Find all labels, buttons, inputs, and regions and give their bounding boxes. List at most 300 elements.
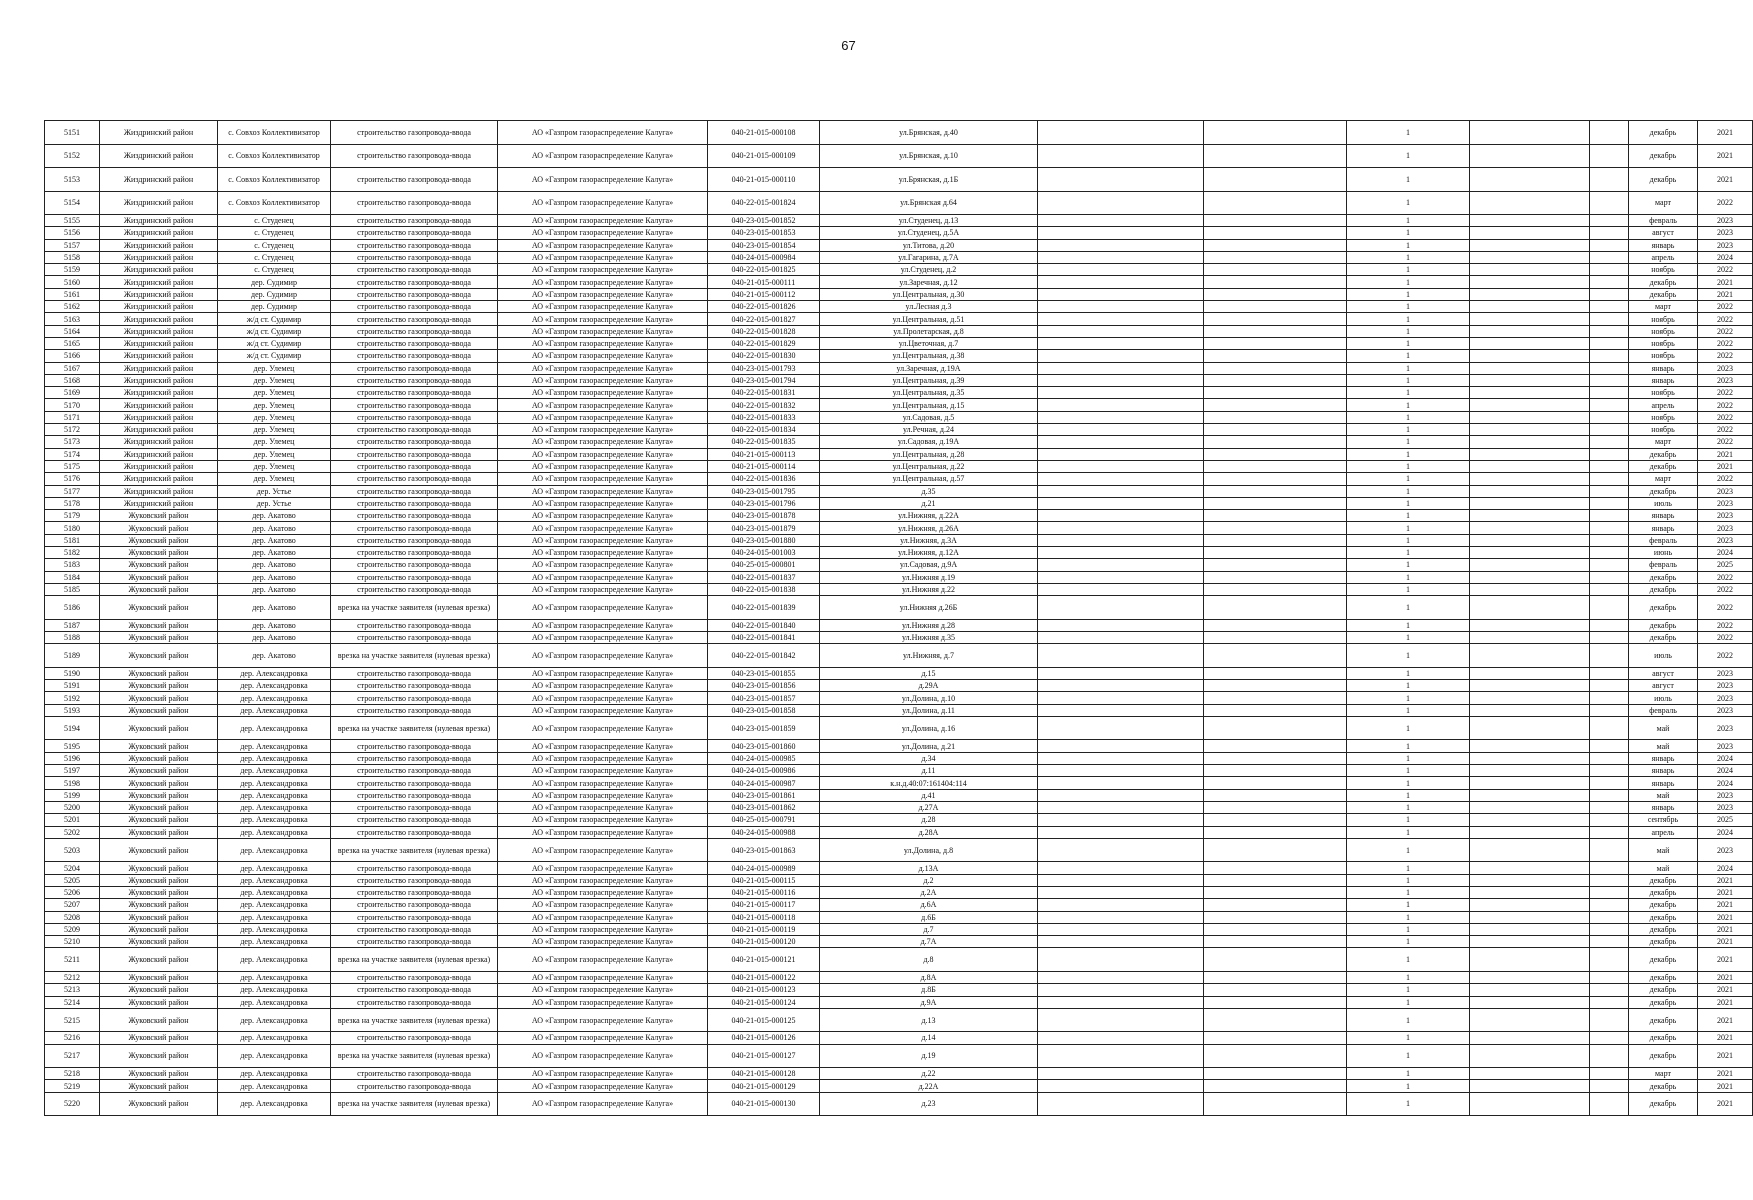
row-number-cell: 5167 xyxy=(45,362,100,374)
locality-cell: дер. Александровка xyxy=(218,936,331,948)
quantity-cell: 1 xyxy=(1347,667,1470,679)
district-cell: Жиздринский район xyxy=(100,424,218,436)
application-number-cell: 040-23-015-001880 xyxy=(708,534,820,546)
district-cell: Жуковский район xyxy=(100,923,218,935)
month-cell: май xyxy=(1629,789,1698,801)
district-cell: Жиздринский район xyxy=(100,399,218,411)
locality-cell: дер. Судимир xyxy=(218,276,331,288)
empty-cell-cell xyxy=(1470,777,1590,789)
empty-cell-cell xyxy=(1590,121,1629,145)
row-number-cell: 5176 xyxy=(45,473,100,485)
organization-cell: АО «Газпром газораспределение Калуга» xyxy=(498,1032,708,1044)
empty-cell-cell xyxy=(1204,522,1347,534)
application-number-cell: 040-21-015-000115 xyxy=(708,874,820,886)
table-row xyxy=(45,704,1753,716)
year-cell: 2023 xyxy=(1698,667,1753,679)
year-cell: 2021 xyxy=(1698,911,1753,923)
locality-cell: дер. Александровка xyxy=(218,899,331,911)
work-type-cell: врезка на участке заявителя (нулевая врезка) xyxy=(331,838,498,862)
empty-cell-cell xyxy=(1470,534,1590,546)
row-number-cell: 5191 xyxy=(45,680,100,692)
empty-cell-cell xyxy=(1590,1080,1629,1092)
row-number-cell: 5178 xyxy=(45,497,100,509)
empty-cell-cell xyxy=(1038,448,1204,460)
quantity-cell: 1 xyxy=(1347,411,1470,423)
row-number-cell: 5172 xyxy=(45,424,100,436)
work-type-cell: строительство газопровода-ввода xyxy=(331,522,498,534)
empty-cell-cell xyxy=(1470,752,1590,764)
table-row xyxy=(45,996,1753,1008)
organization-cell: АО «Газпром газораспределение Калуга» xyxy=(498,1008,708,1032)
empty-cell-cell xyxy=(1470,667,1590,679)
year-cell: 2021 xyxy=(1698,288,1753,300)
empty-cell-cell xyxy=(1204,571,1347,583)
organization-cell: АО «Газпром газораспределение Калуга» xyxy=(498,740,708,752)
quantity-cell: 1 xyxy=(1347,874,1470,886)
table-row xyxy=(45,547,1753,559)
empty-cell-cell xyxy=(1038,886,1204,898)
empty-cell-cell xyxy=(1470,740,1590,752)
empty-cell-cell xyxy=(1470,144,1590,168)
month-cell: декабрь xyxy=(1629,168,1698,192)
empty-cell-cell xyxy=(1038,313,1204,325)
empty-cell-cell xyxy=(1470,886,1590,898)
application-number-cell: 040-21-015-000130 xyxy=(708,1092,820,1116)
organization-cell: АО «Газпром газораспределение Калуга» xyxy=(498,971,708,983)
table-row xyxy=(45,448,1753,460)
empty-cell-cell xyxy=(1470,215,1590,227)
empty-cell-cell xyxy=(1470,1092,1590,1116)
district-cell: Жуковский район xyxy=(100,522,218,534)
locality-cell: дер. Александровка xyxy=(218,911,331,923)
table-row xyxy=(45,337,1753,349)
empty-cell-cell xyxy=(1590,814,1629,826)
row-number-cell: 5165 xyxy=(45,337,100,349)
address-cell: ул.Центральная, д.22 xyxy=(820,460,1038,472)
organization-cell: АО «Газпром газораспределение Калуга» xyxy=(498,313,708,325)
application-number-cell: 040-22-015-001829 xyxy=(708,337,820,349)
work-type-cell: строительство газопровода-ввода xyxy=(331,191,498,215)
empty-cell-cell xyxy=(1590,765,1629,777)
empty-cell-cell xyxy=(1470,838,1590,862)
district-cell: Жуковский район xyxy=(100,1068,218,1080)
work-type-cell: строительство газопровода-ввода xyxy=(331,752,498,764)
quantity-cell: 1 xyxy=(1347,239,1470,251)
empty-cell-cell xyxy=(1204,1092,1347,1116)
locality-cell: дер. Улемец xyxy=(218,387,331,399)
row-number-cell: 5194 xyxy=(45,716,100,740)
work-type-cell: строительство газопровода-ввода xyxy=(331,619,498,631)
year-cell: 2025 xyxy=(1698,814,1753,826)
work-type-cell: строительство газопровода-ввода xyxy=(331,424,498,436)
application-number-cell: 040-21-015-000112 xyxy=(708,288,820,300)
year-cell: 2023 xyxy=(1698,522,1753,534)
year-cell: 2022 xyxy=(1698,264,1753,276)
empty-cell-cell xyxy=(1590,374,1629,386)
locality-cell: дер. Александровка xyxy=(218,886,331,898)
locality-cell: дер. Александровка xyxy=(218,814,331,826)
row-number-cell: 5195 xyxy=(45,740,100,752)
empty-cell-cell xyxy=(1470,596,1590,620)
locality-cell: дер. Александровка xyxy=(218,948,331,972)
empty-cell-cell xyxy=(1038,814,1204,826)
application-number-cell: 040-22-015-001828 xyxy=(708,325,820,337)
application-number-cell: 040-25-015-000791 xyxy=(708,814,820,826)
empty-cell-cell xyxy=(1204,276,1347,288)
locality-cell: дер. Улемец xyxy=(218,374,331,386)
quantity-cell: 1 xyxy=(1347,716,1470,740)
year-cell: 2024 xyxy=(1698,765,1753,777)
empty-cell-cell xyxy=(1204,239,1347,251)
organization-cell: АО «Газпром газораспределение Калуга» xyxy=(498,862,708,874)
application-number-cell: 040-21-015-000117 xyxy=(708,899,820,911)
application-number-cell: 040-24-015-000989 xyxy=(708,862,820,874)
empty-cell-cell xyxy=(1204,1032,1347,1044)
quantity-cell: 1 xyxy=(1347,752,1470,764)
work-type-cell: врезка на участке заявителя (нулевая врезка) xyxy=(331,596,498,620)
row-number-cell: 5151 xyxy=(45,121,100,145)
empty-cell-cell xyxy=(1038,1092,1204,1116)
year-cell: 2024 xyxy=(1698,251,1753,263)
district-cell: Жуковский район xyxy=(100,1032,218,1044)
address-cell: д.28 xyxy=(820,814,1038,826)
month-cell: апрель xyxy=(1629,251,1698,263)
empty-cell-cell xyxy=(1590,911,1629,923)
district-cell: Жиздринский район xyxy=(100,436,218,448)
application-number-cell: 040-24-015-000987 xyxy=(708,777,820,789)
month-cell: май xyxy=(1629,838,1698,862)
locality-cell: дер. Акатово xyxy=(218,644,331,668)
row-number-cell: 5216 xyxy=(45,1032,100,1044)
table-row xyxy=(45,522,1753,534)
district-cell: Жуковский район xyxy=(100,814,218,826)
organization-cell: АО «Газпром газораспределение Калуга» xyxy=(498,473,708,485)
quantity-cell: 1 xyxy=(1347,264,1470,276)
year-cell: 2021 xyxy=(1698,886,1753,898)
work-type-cell: строительство газопровода-ввода xyxy=(331,374,498,386)
empty-cell-cell xyxy=(1204,704,1347,716)
address-cell: д.22А xyxy=(820,1080,1038,1092)
address-cell: ул.Долина, д.16 xyxy=(820,716,1038,740)
month-cell: декабрь xyxy=(1629,460,1698,472)
organization-cell: АО «Газпром газораспределение Калуга» xyxy=(498,485,708,497)
empty-cell-cell xyxy=(1470,619,1590,631)
empty-cell-cell xyxy=(1204,497,1347,509)
row-number-cell: 5192 xyxy=(45,692,100,704)
work-type-cell: строительство газопровода-ввода xyxy=(331,801,498,813)
empty-cell-cell xyxy=(1204,619,1347,631)
address-cell: д.7А xyxy=(820,936,1038,948)
work-type-cell: строительство газопровода-ввода xyxy=(331,874,498,886)
empty-cell-cell xyxy=(1038,596,1204,620)
month-cell: январь xyxy=(1629,777,1698,789)
work-type-cell: строительство газопровода-ввода xyxy=(331,984,498,996)
empty-cell-cell xyxy=(1038,374,1204,386)
organization-cell: АО «Газпром газораспределение Калуга» xyxy=(498,387,708,399)
locality-cell: с. Студенец xyxy=(218,227,331,239)
address-cell: д.19 xyxy=(820,1044,1038,1068)
row-number-cell: 5204 xyxy=(45,862,100,874)
district-cell: Жуковский район xyxy=(100,1092,218,1116)
row-number-cell: 5198 xyxy=(45,777,100,789)
month-cell: декабрь xyxy=(1629,583,1698,595)
organization-cell: АО «Газпром газораспределение Калуга» xyxy=(498,276,708,288)
quantity-cell: 1 xyxy=(1347,436,1470,448)
quantity-cell: 1 xyxy=(1347,168,1470,192)
work-type-cell: строительство газопровода-ввода xyxy=(331,899,498,911)
application-number-cell: 040-24-015-000986 xyxy=(708,765,820,777)
application-number-cell: 040-21-015-000109 xyxy=(708,144,820,168)
empty-cell-cell xyxy=(1470,899,1590,911)
organization-cell: АО «Газпром газораспределение Калуга» xyxy=(498,874,708,886)
table-row xyxy=(45,814,1753,826)
empty-cell-cell xyxy=(1204,680,1347,692)
empty-cell-cell xyxy=(1590,680,1629,692)
application-number-cell: 040-23-015-001857 xyxy=(708,692,820,704)
empty-cell-cell xyxy=(1590,288,1629,300)
empty-cell-cell xyxy=(1470,350,1590,362)
empty-cell-cell xyxy=(1038,838,1204,862)
address-cell: д.15 xyxy=(820,667,1038,679)
locality-cell: дер. Улемец xyxy=(218,399,331,411)
empty-cell-cell xyxy=(1470,583,1590,595)
empty-cell-cell xyxy=(1590,619,1629,631)
month-cell: декабрь xyxy=(1629,144,1698,168)
district-cell: Жуковский район xyxy=(100,752,218,764)
work-type-cell: строительство газопровода-ввода xyxy=(331,547,498,559)
year-cell: 2023 xyxy=(1698,497,1753,509)
locality-cell: дер. Александровка xyxy=(218,874,331,886)
district-cell: Жиздринский район xyxy=(100,350,218,362)
empty-cell-cell xyxy=(1470,460,1590,472)
year-cell: 2023 xyxy=(1698,838,1753,862)
empty-cell-cell xyxy=(1590,251,1629,263)
district-cell: Жуковский район xyxy=(100,948,218,972)
row-number-cell: 5211 xyxy=(45,948,100,972)
application-number-cell: 040-21-015-000123 xyxy=(708,984,820,996)
row-number-cell: 5170 xyxy=(45,399,100,411)
address-cell: ул.Студенец, д.13 xyxy=(820,215,1038,227)
application-number-cell: 040-22-015-001824 xyxy=(708,191,820,215)
district-cell: Жуковский район xyxy=(100,619,218,631)
application-number-cell: 040-23-015-001858 xyxy=(708,704,820,716)
application-number-cell: 040-21-015-000118 xyxy=(708,911,820,923)
empty-cell-cell xyxy=(1590,448,1629,460)
table-row xyxy=(45,923,1753,935)
row-number-cell: 5212 xyxy=(45,971,100,983)
empty-cell-cell xyxy=(1470,436,1590,448)
empty-cell-cell xyxy=(1590,227,1629,239)
month-cell: январь xyxy=(1629,752,1698,764)
month-cell: декабрь xyxy=(1629,448,1698,460)
table-row xyxy=(45,571,1753,583)
empty-cell-cell xyxy=(1470,411,1590,423)
district-cell: Жуковский район xyxy=(100,862,218,874)
organization-cell: АО «Газпром газораспределение Калуга» xyxy=(498,301,708,313)
address-cell: д.8 xyxy=(820,948,1038,972)
empty-cell-cell xyxy=(1470,473,1590,485)
empty-cell-cell xyxy=(1204,984,1347,996)
address-cell: ул.Речная, д.24 xyxy=(820,424,1038,436)
locality-cell: дер. Александровка xyxy=(218,704,331,716)
work-type-cell: строительство газопровода-ввода xyxy=(331,510,498,522)
application-number-cell: 040-23-015-001795 xyxy=(708,485,820,497)
empty-cell-cell xyxy=(1204,473,1347,485)
row-number-cell: 5207 xyxy=(45,899,100,911)
locality-cell: дер. Александровка xyxy=(218,984,331,996)
empty-cell-cell xyxy=(1038,571,1204,583)
empty-cell-cell xyxy=(1590,752,1629,764)
empty-cell-cell xyxy=(1204,534,1347,546)
quantity-cell: 1 xyxy=(1347,1092,1470,1116)
empty-cell-cell xyxy=(1470,923,1590,935)
work-type-cell: строительство газопровода-ввода xyxy=(331,288,498,300)
month-cell: декабрь xyxy=(1629,984,1698,996)
table-row xyxy=(45,534,1753,546)
district-cell: Жиздринский район xyxy=(100,497,218,509)
organization-cell: АО «Газпром газораспределение Калуга» xyxy=(498,144,708,168)
empty-cell-cell xyxy=(1470,313,1590,325)
locality-cell: дер. Александровка xyxy=(218,826,331,838)
empty-cell-cell xyxy=(1038,387,1204,399)
district-cell: Жуковский район xyxy=(100,996,218,1008)
work-type-cell: строительство газопровода-ввода xyxy=(331,460,498,472)
row-number-cell: 5187 xyxy=(45,619,100,631)
work-type-cell: строительство газопровода-ввода xyxy=(331,923,498,935)
row-number-cell: 5175 xyxy=(45,460,100,472)
month-cell: август xyxy=(1629,680,1698,692)
year-cell: 2022 xyxy=(1698,411,1753,423)
empty-cell-cell xyxy=(1470,644,1590,668)
application-number-cell: 040-22-015-001841 xyxy=(708,632,820,644)
row-number-cell: 5183 xyxy=(45,559,100,571)
table-row xyxy=(45,862,1753,874)
work-type-cell: строительство газопровода-ввода xyxy=(331,936,498,948)
table-row xyxy=(45,301,1753,313)
organization-cell: АО «Газпром газораспределение Калуга» xyxy=(498,1068,708,1080)
application-number-cell: 040-24-015-000988 xyxy=(708,826,820,838)
locality-cell: дер. Акатово xyxy=(218,510,331,522)
table-row xyxy=(45,387,1753,399)
empty-cell-cell xyxy=(1204,510,1347,522)
locality-cell: дер. Акатово xyxy=(218,596,331,620)
quantity-cell: 1 xyxy=(1347,801,1470,813)
row-number-cell: 5163 xyxy=(45,313,100,325)
district-cell: Жиздринский район xyxy=(100,460,218,472)
empty-cell-cell xyxy=(1470,936,1590,948)
empty-cell-cell xyxy=(1590,862,1629,874)
work-type-cell: врезка на участке заявителя (нулевая врезка) xyxy=(331,1008,498,1032)
month-cell: август xyxy=(1629,667,1698,679)
organization-cell: АО «Газпром газораспределение Калуга» xyxy=(498,680,708,692)
empty-cell-cell xyxy=(1590,826,1629,838)
year-cell: 2022 xyxy=(1698,424,1753,436)
empty-cell-cell xyxy=(1590,571,1629,583)
organization-cell: АО «Газпром газораспределение Калуга» xyxy=(498,716,708,740)
work-type-cell: строительство газопровода-ввода xyxy=(331,826,498,838)
empty-cell-cell xyxy=(1204,313,1347,325)
application-number-cell: 040-22-015-001836 xyxy=(708,473,820,485)
quantity-cell: 1 xyxy=(1347,497,1470,509)
row-number-cell: 5179 xyxy=(45,510,100,522)
empty-cell-cell xyxy=(1590,596,1629,620)
work-type-cell: строительство газопровода-ввода xyxy=(331,227,498,239)
address-cell: д.28А xyxy=(820,826,1038,838)
address-cell: д.13А xyxy=(820,862,1038,874)
empty-cell-cell xyxy=(1204,583,1347,595)
row-number-cell: 5215 xyxy=(45,1008,100,1032)
application-number-cell: 040-23-015-001856 xyxy=(708,680,820,692)
table-row xyxy=(45,436,1753,448)
month-cell: март xyxy=(1629,473,1698,485)
month-cell: март xyxy=(1629,301,1698,313)
year-cell: 2024 xyxy=(1698,777,1753,789)
address-cell: д.27А xyxy=(820,801,1038,813)
month-cell: май xyxy=(1629,740,1698,752)
organization-cell: АО «Газпром газораспределение Калуга» xyxy=(498,583,708,595)
empty-cell-cell xyxy=(1470,485,1590,497)
district-cell: Жиздринский район xyxy=(100,227,218,239)
empty-cell-cell xyxy=(1470,251,1590,263)
organization-cell: АО «Газпром газораспределение Калуга» xyxy=(498,826,708,838)
table-row xyxy=(45,740,1753,752)
locality-cell: дер. Судимир xyxy=(218,288,331,300)
empty-cell-cell xyxy=(1038,362,1204,374)
district-cell: Жуковский район xyxy=(100,596,218,620)
application-number-cell: 040-23-015-001793 xyxy=(708,362,820,374)
application-number-cell: 040-21-015-000124 xyxy=(708,996,820,1008)
empty-cell-cell xyxy=(1204,1044,1347,1068)
application-number-cell: 040-23-015-001878 xyxy=(708,510,820,522)
organization-cell: АО «Газпром газораспределение Калуга» xyxy=(498,460,708,472)
locality-cell: ж/д ст. Судимир xyxy=(218,337,331,349)
empty-cell-cell xyxy=(1038,191,1204,215)
organization-cell: АО «Газпром газораспределение Калуга» xyxy=(498,765,708,777)
month-cell: июль xyxy=(1629,497,1698,509)
quantity-cell: 1 xyxy=(1347,1008,1470,1032)
application-number-cell: 040-21-015-000122 xyxy=(708,971,820,983)
empty-cell-cell xyxy=(1470,497,1590,509)
quantity-cell: 1 xyxy=(1347,362,1470,374)
empty-cell-cell xyxy=(1038,801,1204,813)
empty-cell-cell xyxy=(1590,923,1629,935)
row-number-cell: 5209 xyxy=(45,923,100,935)
district-cell: Жуковский район xyxy=(100,680,218,692)
work-type-cell: строительство газопровода-ввода xyxy=(331,1080,498,1092)
year-cell: 2021 xyxy=(1698,276,1753,288)
organization-cell: АО «Газпром газораспределение Калуга» xyxy=(498,337,708,349)
empty-cell-cell xyxy=(1470,874,1590,886)
work-type-cell: строительство газопровода-ввода xyxy=(331,264,498,276)
empty-cell-cell xyxy=(1038,497,1204,509)
work-type-cell: строительство газопровода-ввода xyxy=(331,337,498,349)
application-number-cell: 040-23-015-001796 xyxy=(708,497,820,509)
empty-cell-cell xyxy=(1590,215,1629,227)
application-number-cell: 040-23-015-001863 xyxy=(708,838,820,862)
empty-cell-cell xyxy=(1038,522,1204,534)
address-cell: ул.Центральная, д.57 xyxy=(820,473,1038,485)
quantity-cell: 1 xyxy=(1347,1080,1470,1092)
organization-cell: АО «Газпром газораспределение Калуга» xyxy=(498,644,708,668)
address-cell: ул.Заречная, д.19А xyxy=(820,362,1038,374)
locality-cell: дер. Устье xyxy=(218,497,331,509)
empty-cell-cell xyxy=(1204,436,1347,448)
row-number-cell: 5205 xyxy=(45,874,100,886)
year-cell: 2022 xyxy=(1698,596,1753,620)
empty-cell-cell xyxy=(1038,716,1204,740)
year-cell: 2021 xyxy=(1698,948,1753,972)
row-number-cell: 5197 xyxy=(45,765,100,777)
